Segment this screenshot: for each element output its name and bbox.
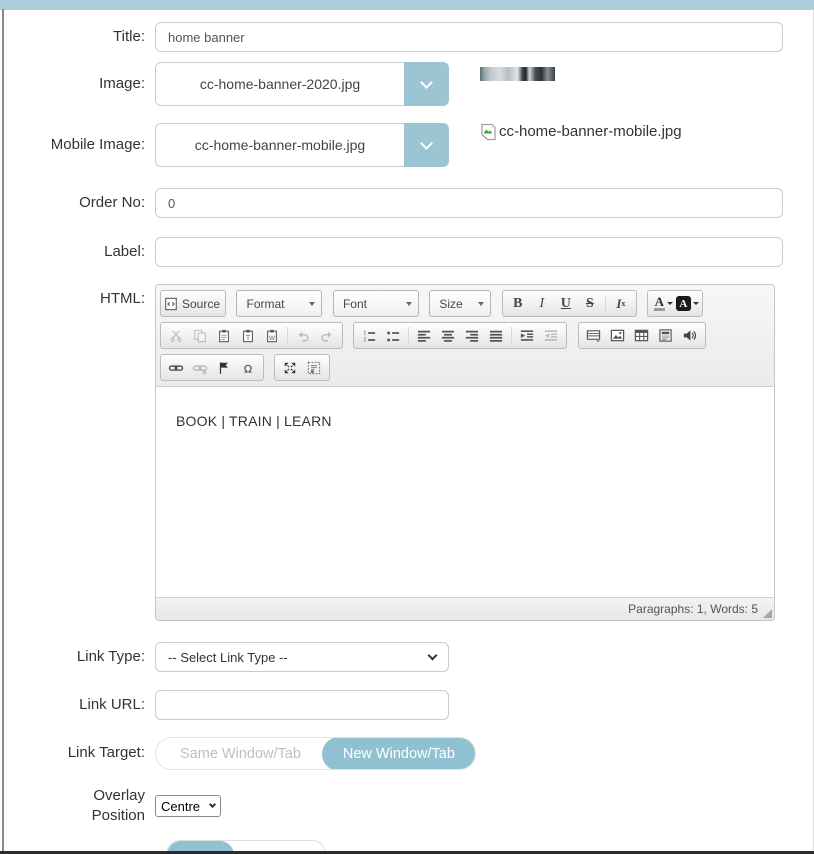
undo-icon (296, 329, 310, 343)
editor-content-text: BOOK | TRAIN | LEARN (176, 413, 332, 429)
show-blocks-icon (307, 361, 321, 375)
unlink-icon (192, 361, 208, 375)
font-combo[interactable] (333, 290, 419, 317)
order-no-label: Order No: (79, 193, 145, 211)
editor-status-bar (156, 597, 774, 620)
window-top-bar (0, 0, 814, 10)
toolbar-separator (287, 327, 288, 344)
link-type-row (40, 642, 783, 672)
remove-format-button[interactable] (609, 292, 633, 315)
font-combo-label: Font (342, 296, 367, 311)
show-blocks-button[interactable] (302, 356, 326, 379)
title-input[interactable] (155, 22, 783, 52)
undo-button (291, 324, 315, 347)
label-row (40, 237, 783, 267)
toolbar-separator (511, 327, 512, 344)
label-input[interactable] (155, 237, 783, 267)
redo-icon (320, 329, 334, 343)
svg-text:Ω: Ω (243, 362, 253, 375)
toolbar-row-1 (160, 287, 770, 319)
paste-word-button[interactable] (260, 324, 284, 347)
size-combo-label: Size (439, 296, 463, 311)
chevron-down-icon (420, 76, 433, 89)
image-select-value: cc-home-banner-2020.jpg (155, 62, 404, 106)
editor-content-area[interactable] (156, 387, 774, 597)
outdent-button (539, 324, 563, 347)
align-left-button[interactable] (412, 324, 436, 347)
title-row (40, 22, 783, 52)
special-char-icon (241, 361, 255, 375)
mobile-image-label: Mobile Image: (50, 135, 145, 153)
link-type-select[interactable] (155, 642, 449, 672)
align-justify-button[interactable] (484, 324, 508, 347)
link-url-row (40, 690, 783, 720)
title-label: Title: (113, 27, 145, 45)
maximize-button[interactable] (278, 356, 302, 379)
html-editor (155, 284, 775, 621)
copy-button (188, 324, 212, 347)
image-select[interactable] (155, 62, 449, 106)
mobile-image-row (40, 123, 783, 167)
link-type-label: Link Type: (76, 647, 145, 665)
image-select-dropdown-button[interactable] (404, 62, 449, 106)
link-target-label: Link Target: (67, 744, 145, 762)
link-type-select-value: -- Select Link Type -- (168, 649, 288, 665)
paste-word-icon (265, 329, 279, 343)
chevron-down-icon (428, 651, 438, 661)
paste-button[interactable] (212, 324, 236, 347)
bulleted-list-icon (386, 329, 400, 343)
bold-button[interactable]: B (513, 295, 523, 311)
background-color-icon: A (676, 296, 691, 311)
label-label: Label: (104, 242, 145, 260)
anchor-button[interactable] (212, 356, 236, 379)
align-justify-icon (489, 329, 503, 343)
paste-text-button[interactable] (236, 324, 260, 347)
cut-button (164, 324, 188, 347)
align-center-button[interactable] (436, 324, 460, 347)
image-label: Image: (99, 74, 145, 92)
remove-format-sub: x (621, 299, 626, 308)
background-color-button[interactable] (675, 292, 699, 315)
source-icon (164, 297, 178, 311)
overlay-position-row (40, 786, 783, 827)
audio-icon (682, 328, 697, 343)
unlink-button (188, 356, 212, 379)
svg-text:1: 1 (363, 330, 367, 337)
link-target-row (40, 737, 783, 770)
paste-text-icon (241, 329, 255, 343)
mobile-image-select-value: cc-home-banner-mobile.jpg (155, 123, 404, 167)
align-right-button[interactable] (460, 324, 484, 347)
svg-text:W: W (268, 334, 276, 342)
image-icon (610, 328, 625, 343)
svg-text:2: 2 (363, 337, 367, 343)
source-button[interactable] (164, 292, 222, 315)
align-right-icon (465, 329, 479, 343)
order-no-row (40, 188, 783, 218)
html-row (40, 284, 783, 621)
insert-audio-button[interactable] (678, 324, 702, 347)
image-preview-thumbnail (480, 67, 555, 81)
toolbar-separator (408, 327, 409, 344)
maximize-icon (283, 361, 297, 375)
chevron-down-icon (420, 137, 433, 150)
link-target-same-window-option[interactable]: Same Window/Tab (180, 745, 301, 762)
chevron-down-icon (209, 801, 216, 808)
cut-icon (169, 329, 183, 343)
insert-template-button[interactable] (654, 324, 678, 347)
anchor-flag-icon (217, 361, 231, 375)
underline-button[interactable]: U (560, 295, 571, 311)
outdent-icon (544, 329, 558, 343)
media-icon (586, 328, 601, 343)
format-combo-label: Format (246, 296, 285, 311)
text-color-icon: A (654, 294, 664, 309)
bulleted-list-button[interactable] (381, 324, 405, 347)
svg-text:T: T (245, 334, 251, 342)
mobile-image-preview (480, 123, 682, 141)
copy-icon (193, 329, 207, 343)
html-label: HTML: (100, 290, 145, 307)
insert-table-button[interactable] (630, 324, 654, 347)
strikethrough-button[interactable]: S (585, 295, 594, 311)
overlay-position-select-value: Centre (161, 798, 201, 814)
align-left-icon (417, 329, 431, 343)
form-content (4, 10, 813, 851)
order-no-input[interactable] (155, 188, 783, 218)
resize-grip[interactable] (763, 609, 772, 618)
editor-toolbar (156, 285, 774, 387)
format-combo[interactable] (236, 290, 322, 317)
special-character-button[interactable] (236, 356, 260, 379)
overlay-position-select[interactable] (155, 795, 221, 817)
mobile-image-preview-alt-text: cc-home-banner-mobile.jpg (499, 123, 682, 140)
image-row (40, 62, 783, 106)
indent-icon (520, 329, 534, 343)
media-embed-button[interactable] (582, 324, 606, 347)
size-combo[interactable] (429, 290, 491, 317)
link-target-toggle (155, 737, 476, 770)
chevron-down-icon (478, 302, 484, 306)
link-url-label: Link URL: (79, 695, 145, 713)
paste-icon (217, 329, 231, 343)
insert-image-button[interactable] (606, 324, 630, 347)
chevron-down-icon (309, 302, 315, 306)
toolbar-row-3 (160, 351, 770, 383)
text-color-button[interactable] (651, 292, 675, 315)
indent-button[interactable] (515, 324, 539, 347)
toolbar-row-2 (160, 319, 770, 351)
chevron-down-icon (693, 302, 699, 305)
link-button[interactable] (164, 356, 188, 379)
overlay-position-label: Overlay Position (91, 787, 145, 825)
mobile-image-select-dropdown-button[interactable] (404, 123, 449, 167)
link-url-input[interactable] (155, 690, 449, 720)
table-icon (634, 328, 649, 343)
italic-button[interactable]: I (539, 295, 545, 311)
link-icon (168, 361, 184, 375)
toolbar-separator (605, 295, 606, 312)
numbered-list-button[interactable] (357, 324, 381, 347)
chevron-down-icon (667, 302, 673, 305)
numbered-list-icon (362, 329, 376, 343)
remove-format-icon: I (616, 295, 622, 311)
source-button-label: Source (182, 296, 221, 311)
broken-image-icon (480, 123, 497, 141)
editor-word-count: Paragraphs: 1, Words: 5 (628, 602, 758, 616)
align-center-icon (441, 329, 455, 343)
mobile-image-select[interactable] (155, 123, 449, 167)
template-icon (658, 328, 673, 343)
redo-button (315, 324, 339, 347)
chevron-down-icon (406, 302, 412, 306)
link-target-new-window-option[interactable]: New Window/Tab (322, 737, 476, 770)
